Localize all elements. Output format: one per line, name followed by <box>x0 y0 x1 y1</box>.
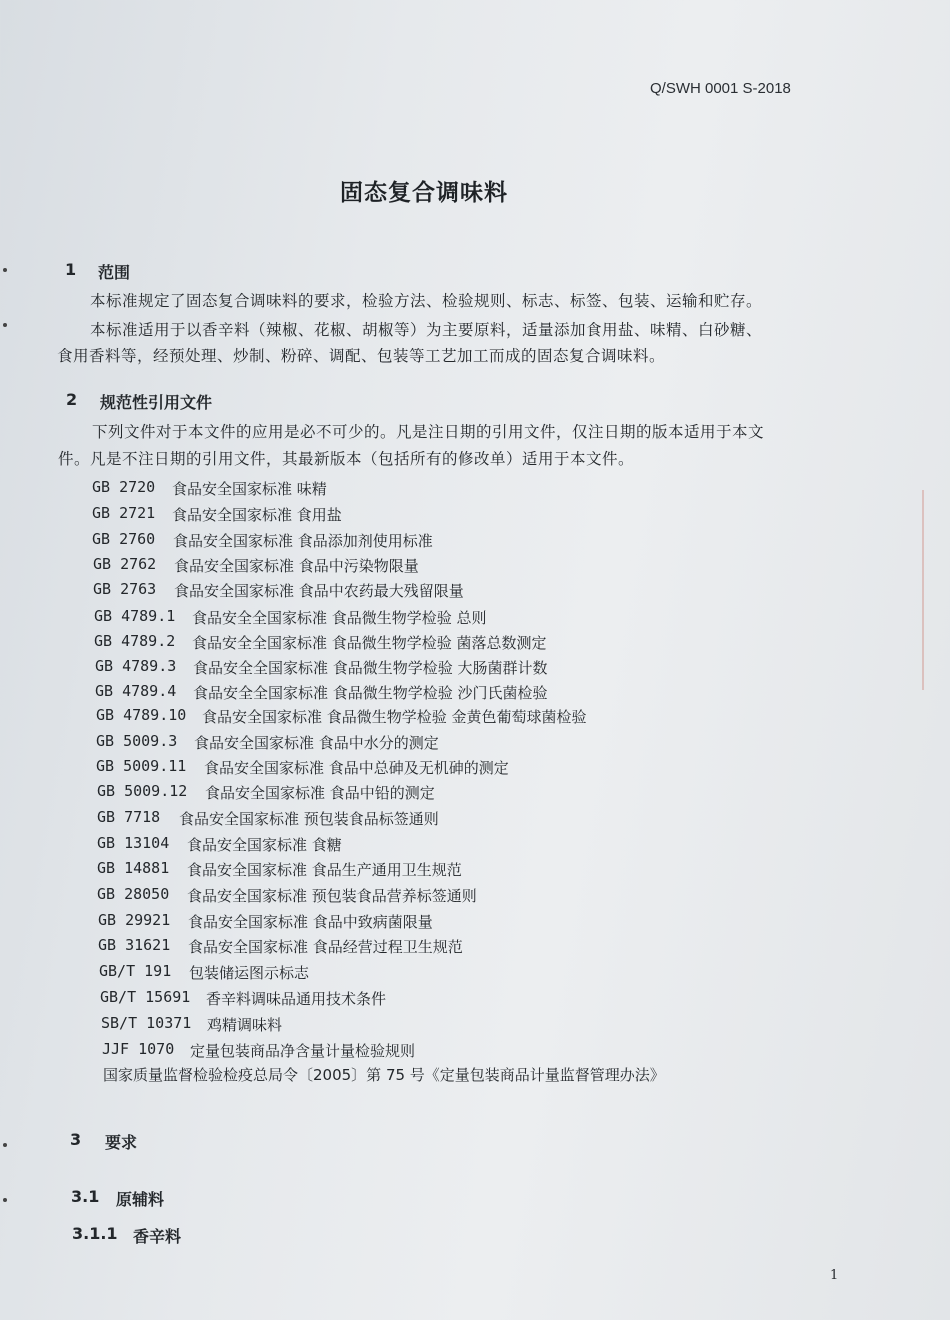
reference-code: GB 5009.11 <box>96 757 187 775</box>
reference-title: 食品安全全国家标准 食品微生物学检验 总则 <box>192 609 487 627</box>
section-3-title: 要求 <box>105 1133 138 1152</box>
section-2-paragraph: 下列文件对于本文件的应用是必不可少的。凡是注日期的引用文件，仅注日期的版本适用于本文 <box>92 423 765 441</box>
reference-title: 食品安全国家标准 食品中致病菌限量 <box>188 913 433 931</box>
reference-code: GB/T 191 <box>99 962 172 980</box>
margin-mark <box>3 1198 7 1202</box>
reference-code: GB 2760 <box>92 530 156 548</box>
reference-item <box>96 706 796 728</box>
reference-title: 食品安全全国家标准 食品微生物学检验 沙门氏菌检验 <box>193 684 548 702</box>
reference-code: GB 5009.3 <box>96 732 178 750</box>
reference-item <box>97 834 797 856</box>
reference-title: 包装储运图示标志 <box>189 964 310 982</box>
reference-title: 食品安全国家标准 味精 <box>172 480 327 498</box>
section-3-1-1-title: 香辛料 <box>133 1227 182 1246</box>
reference-title: 定量包装商品净含量计量检验规则 <box>190 1042 416 1060</box>
reference-code: GB 7718 <box>97 808 161 826</box>
reference-item <box>94 632 794 654</box>
reference-item <box>94 607 794 629</box>
reference-item <box>98 936 798 958</box>
reference-item <box>95 657 795 679</box>
margin-mark <box>3 1143 7 1147</box>
margin-mark <box>3 268 7 272</box>
reference-title: 食品安全国家标准 食品添加剂使用标准 <box>173 532 433 550</box>
reference-item <box>97 808 797 830</box>
reference-code: GB 2762 <box>93 555 157 573</box>
section-2-paragraph-cont: 件。凡是不注日期的引用文件，其最新版本（包括所有的修改单）适用于本文件。 <box>58 450 635 468</box>
section-3-1-1-number: 3.1.1 <box>72 1224 118 1243</box>
reference-title: 食品安全全国家标准 食品微生物学检验 菌落总数测定 <box>192 634 547 652</box>
reference-code: GB 14881 <box>97 859 170 877</box>
reference-code: GB 29921 <box>98 911 171 929</box>
reference-code: GB/T 15691 <box>100 988 191 1006</box>
page-number: 1 <box>830 1268 839 1283</box>
document-title: 固态复合调味料 <box>340 180 508 206</box>
reference-code: GB 2763 <box>93 580 157 598</box>
reference-item <box>99 962 799 984</box>
reference-code: JJF 1070 <box>102 1040 175 1058</box>
reference-item <box>97 885 797 907</box>
section-1-title: 范围 <box>98 263 131 282</box>
section-1-number: 1 <box>65 260 77 279</box>
reference-code: GB 4789.4 <box>95 682 177 700</box>
reference-item <box>100 988 800 1010</box>
reference-code: GB 5009.12 <box>97 782 188 800</box>
reference-code: GB 31621 <box>98 936 171 954</box>
reference-title: 食品安全国家标准 食品微生物学检验 金黄色葡萄球菌检验 <box>202 708 587 726</box>
section-3-number: 3 <box>70 1130 82 1149</box>
reference-code: GB 4789.10 <box>96 706 187 724</box>
reference-title: 食品安全国家标准 食糖 <box>187 836 342 854</box>
reference-item <box>97 782 797 804</box>
reference-code: GB 4789.1 <box>94 607 176 625</box>
reference-code: GB 2720 <box>92 478 156 496</box>
reference-title: 食品安全国家标准 食品中总砷及无机砷的测定 <box>204 759 509 777</box>
reference-title: 食品安全国家标准 食品中铅的测定 <box>205 784 435 802</box>
reference-code: GB 4789.3 <box>95 657 177 675</box>
reference-title: 鸡精调味料 <box>207 1016 283 1034</box>
document-code: Q/SWH 0001 S-2018 <box>650 80 791 97</box>
reference-title: 食品安全全国家标准 食品微生物学检验 大肠菌群计数 <box>193 659 548 677</box>
reference-title: 食品安全国家标准 食品生产通用卫生规范 <box>187 861 462 879</box>
reference-title: 食品安全国家标准 食品经营过程卫生规范 <box>188 938 463 956</box>
reference-code: SB/T 10371 <box>101 1014 192 1032</box>
reference-title: 食品安全国家标准 预包装食品标签通则 <box>179 810 439 828</box>
reference-code: GB 28050 <box>97 885 170 903</box>
reference-code: GB 4789.2 <box>94 632 176 650</box>
reference-item <box>103 1064 763 1086</box>
section-2-title: 规范性引用文件 <box>100 393 213 412</box>
reference-item <box>101 1014 801 1036</box>
reference-item <box>92 530 792 552</box>
reference-item <box>92 478 792 500</box>
reference-title: 食品安全国家标准 食用盐 <box>172 506 342 524</box>
section-3-1-title: 原辅料 <box>116 1190 165 1209</box>
reference-item <box>102 1040 802 1062</box>
reference-title: 食品安全国家标准 食品中农药最大残留限量 <box>174 582 464 600</box>
reference-item <box>98 911 798 933</box>
reference-item <box>96 757 796 779</box>
margin-mark <box>3 323 7 327</box>
reference-item <box>93 555 793 577</box>
reference-item <box>95 682 795 704</box>
reference-title: 食品安全国家标准 食品中污染物限量 <box>174 557 419 575</box>
reference-code: GB 13104 <box>97 834 170 852</box>
section-1-paragraph-1: 本标准规定了固态复合调味料的要求，检验方法、检验规则、标志、标签、包装、运输和贮存。 <box>90 292 763 310</box>
section-2-number: 2 <box>66 390 78 409</box>
reference-title: 国家质量监督检验检疫总局令〔2005〕第 75 号《定量包装商品计量监督管理办法》 <box>103 1066 665 1084</box>
section-1-paragraph-2: 本标准适用于以香辛料（辣椒、花椒、胡椒等）为主要原料，适量添加食用盐、味精、白砂糖、 <box>90 321 763 339</box>
reference-item <box>96 732 796 754</box>
reference-item <box>97 859 797 881</box>
page-edge-stamp <box>922 490 950 690</box>
reference-item <box>92 504 792 526</box>
reference-code: GB 2721 <box>92 504 156 522</box>
reference-item <box>93 580 793 602</box>
reference-title: 香辛料调味品通用技术条件 <box>206 990 387 1008</box>
section-3-1-number: 3.1 <box>71 1187 100 1206</box>
section-1-paragraph-2-cont: 食用香料等，经预处理、炒制、粉碎、调配、包装等工艺加工而成的固态复合调味料。 <box>57 347 666 365</box>
reference-title: 食品安全国家标准 预包装食品营养标签通则 <box>187 887 477 905</box>
reference-title: 食品安全国家标准 食品中水分的测定 <box>194 734 439 752</box>
